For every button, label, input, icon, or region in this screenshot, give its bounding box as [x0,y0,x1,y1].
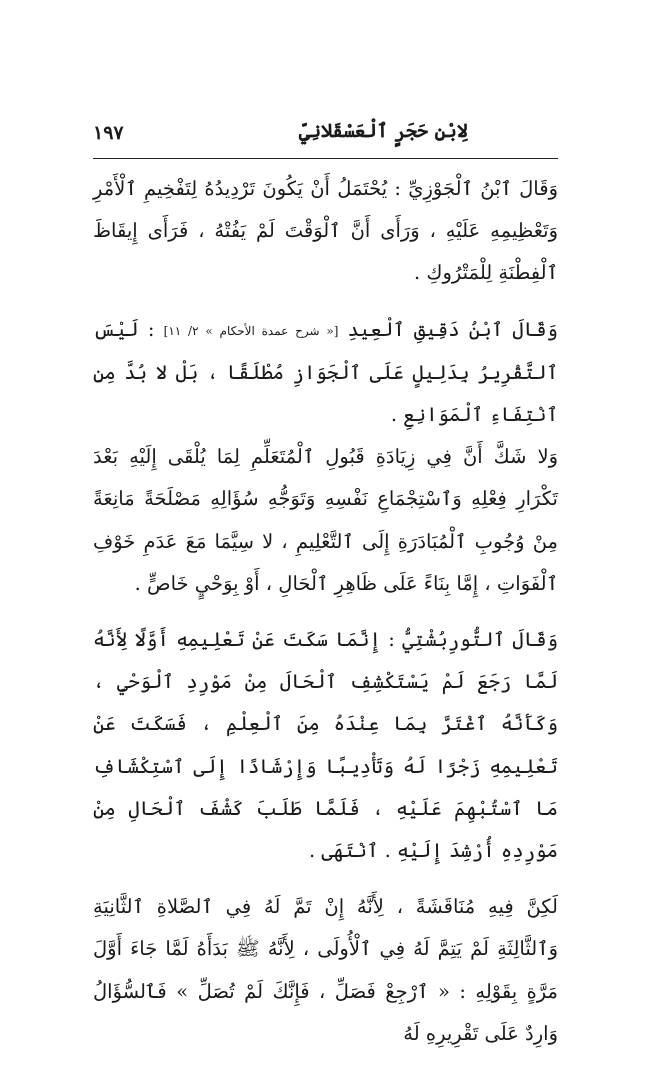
page-number: ١٩٧ [93,122,124,144]
page-body [93,168,558,1055]
paragraph-no-doubt: وَلا شَكَّ أَنَّ فِي زِيَادَةِ قَبُولِ ٱلْمُتَعَلِّمِ لِمَا يُلْقَى إِلَيْهِ بَعْدَ تَكْرَارِ فِعْلِهِ وَٱسْتِجْمَاعِ نَفْسِهِ وَتَوَجُّهِ سُؤَالِهِ مَصْلَحَةً مَانِعَةً مِنْ وُجُوبِ ٱلْمُبَادَرَةِ إِلَى ٱلتَّعْلِيمِ ، لا سِيَّمَا مَعَ عَدَمِ خَوْفِ ٱلْفَوَاتِ ، إِمَّا بِنَاءً عَلَى ظَاهِرِ ٱلْحَالِ ، أَوْ بِوَحْيٍ خَاصٍّ . [93,445,558,595]
running-title: لِابْنِ حَجَرٍ ٱلْعَسْقَلانِيِّ [298,120,468,142]
header-rule [93,158,558,159]
page-header [93,116,558,156]
paragraph-ibn-al-jawzi: وَقَالَ ٱبْنُ ٱلْجَوْزِيِّ : يُحْتَمَلُ أَنْ يَكُونَ تَرْدِيدُهُ لِتَفْخِيمِ ٱلْأَمْرِ وَتَعْظِيمِهِ عَلَيْهِ ، وَرَأَى أَنَّ ٱلْوَقْتَ لَمْ يَفُتْهُ ، فَرَأَى إِيقَاظَ ٱلْفِطْنَةِ لِلْمَتْرُوكِ . [93,177,558,285]
paragraph-text: : لَيْسَ ٱلتَّقْرِيرُ بِدَلِيلٍ عَلَى ٱلْجَوَازِ مُطْلَقًا ، بَلْ لا بُدَّ مِنِ ٱنْتِفَاءِ ٱلْمَوَانِعِ . [93,317,558,427]
paragraph-objection: لَكِنَّ فِيهِ مُنَاقَشَةً ، لِأَنَّهُ إِنْ تَمَّ لَهُ فِي ٱلصَّلاةِ ٱلثَّانِيَةِ وَٱلثَّالِثَةِ لَمْ يَتِمَّ لَهُ فِي ٱلْأُولَى ، لِأَنَّهُ ﷺ بَدَأَهُ لَمَّا جَاءَ أَوَّلَ مَرَّةٍ بِقَوْلِهِ : « ٱرْجِعْ فَصَلِّ ، فَإِنَّكَ لَمْ تُصَلِّ » فَٱلسُّؤَالُ وَارِدٌ عَلَى تَقْرِيرِهِ لَهُ [93,895,558,1045]
paragraph-text: وَقَالَ ٱبْنُ دَقِيقِ ٱلْعِيدِ [347,317,558,341]
citation-reference: [« شرح عمدة الأحكام » ٢/ ١١] [163,323,339,338]
paragraph-ibn-daqiq-al-eid [93,309,558,437]
paragraph-turbashti: وَقَالَ ٱلتُّورِبُشْتِيُّ : إِنَّمَا سَكَتَ عَنْ تَعْلِيمِهِ أَوَّلًا لِأَنَّهُ لَمَّا رَجَعَ لَمْ يَسْتَكْشِفِ ٱلْحَالَ مِنْ مَوْرِدِ ٱلْوَحْيِ ، وَكَأَنَّهُ ٱغْتَرَّ بِمَا عِنْدَهُ مِنَ ٱلْعِلْمِ ، فَسَكَتَ عَنْ تَعْلِيمِهِ زَجْرًا لَهُ وَتَأْدِيبًا وَإِرْشَادًا إِلَى ٱسْتِكْشَافِ مَا ٱسْتُبْهِمَ عَلَيْهِ ، فَلَمَّا طَلَبَ كَشْفَ ٱلْحَالِ مِنْ مَوْرِدِهِ أُرْشِدَ إِلَيْهِ . ٱنْتَهَى . [93,628,558,863]
